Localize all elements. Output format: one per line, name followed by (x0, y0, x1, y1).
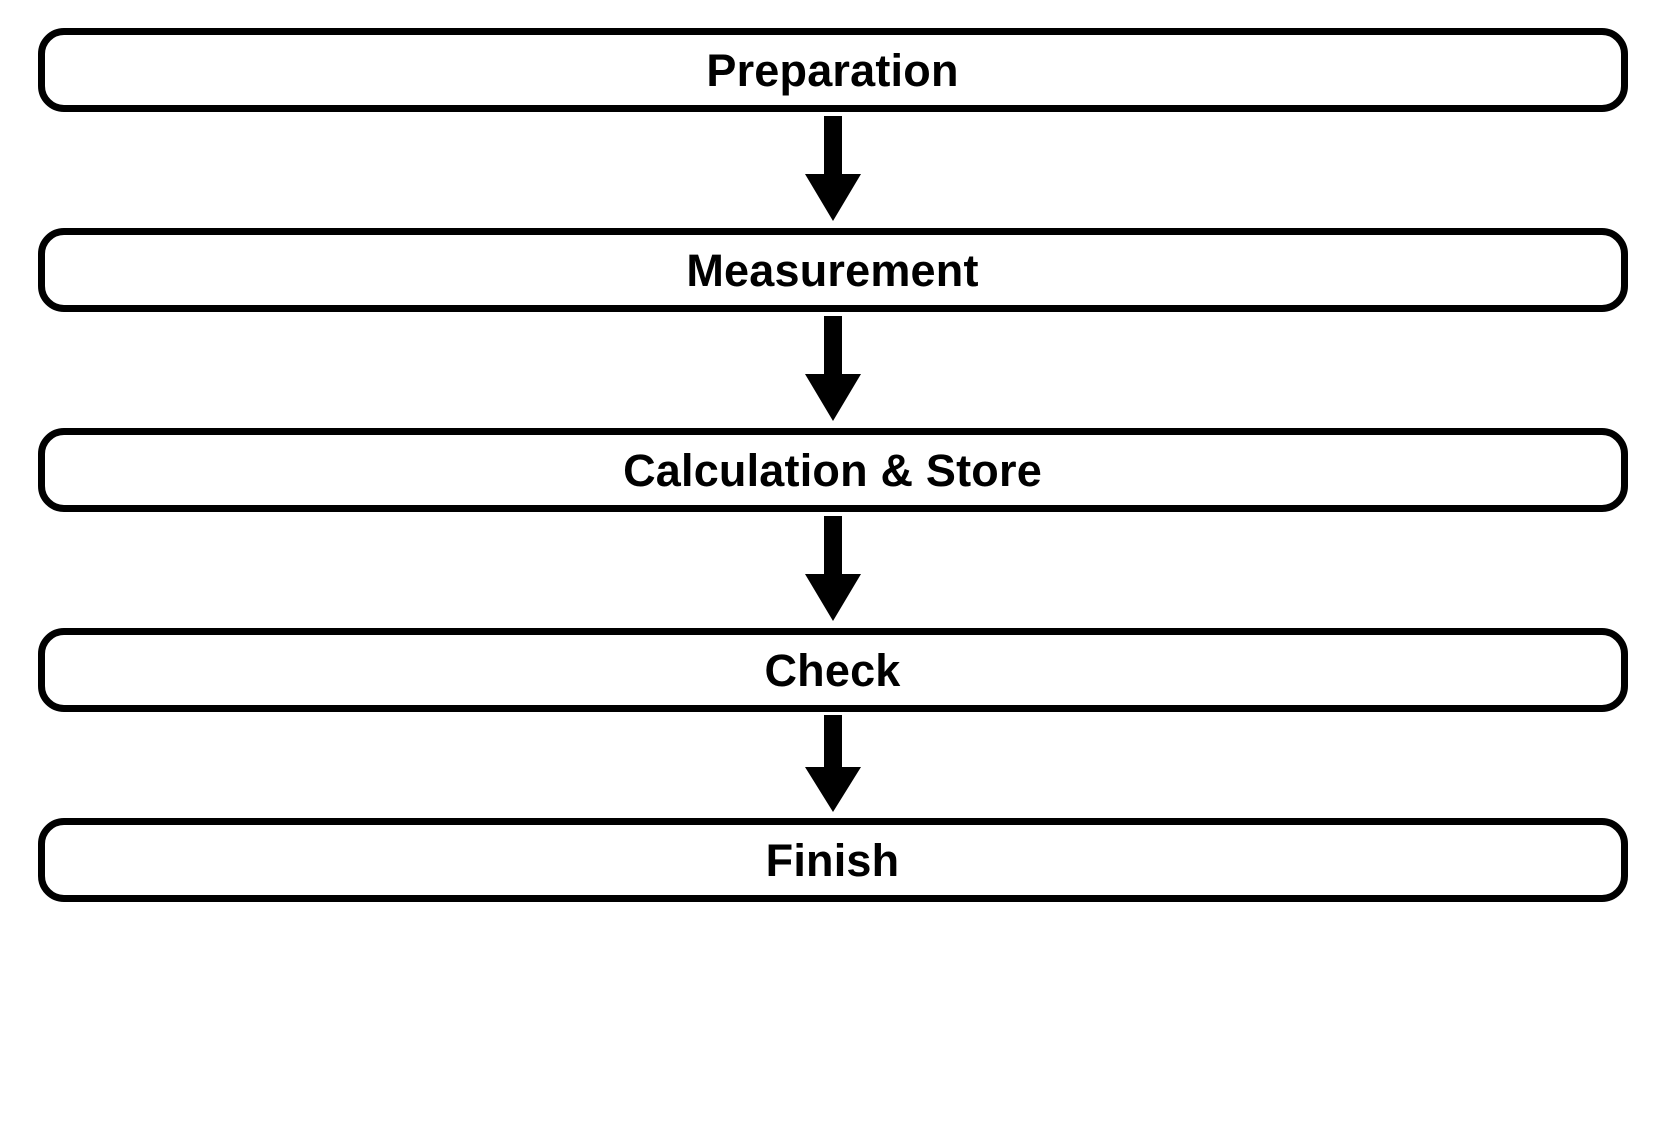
flow-node-label: Finish (765, 834, 900, 886)
flow-arrow-calculation-to-check (778, 512, 888, 628)
flow-node-check[interactable] (38, 628, 1628, 712)
flow-node-calculation-store[interactable] (38, 428, 1628, 512)
flow-arrow-preparation-to-measurement (778, 112, 888, 228)
flow-node-label: Preparation (706, 44, 959, 96)
flow-node-measurement[interactable] (38, 228, 1628, 312)
flow-node-finish[interactable] (38, 818, 1628, 902)
flow-arrow-check-to-finish (778, 712, 888, 818)
flow-node-preparation[interactable] (38, 28, 1628, 112)
arrow-down-icon (799, 116, 867, 224)
flow-node-label: Calculation & Store (623, 444, 1042, 496)
arrow-down-icon (799, 715, 867, 815)
arrow-down-icon (799, 316, 867, 424)
flow-node-label: Measurement (686, 244, 979, 296)
flow-node-label: Check (764, 644, 901, 696)
arrow-down-icon (799, 516, 867, 624)
flow-arrow-measurement-to-calculation (778, 312, 888, 428)
